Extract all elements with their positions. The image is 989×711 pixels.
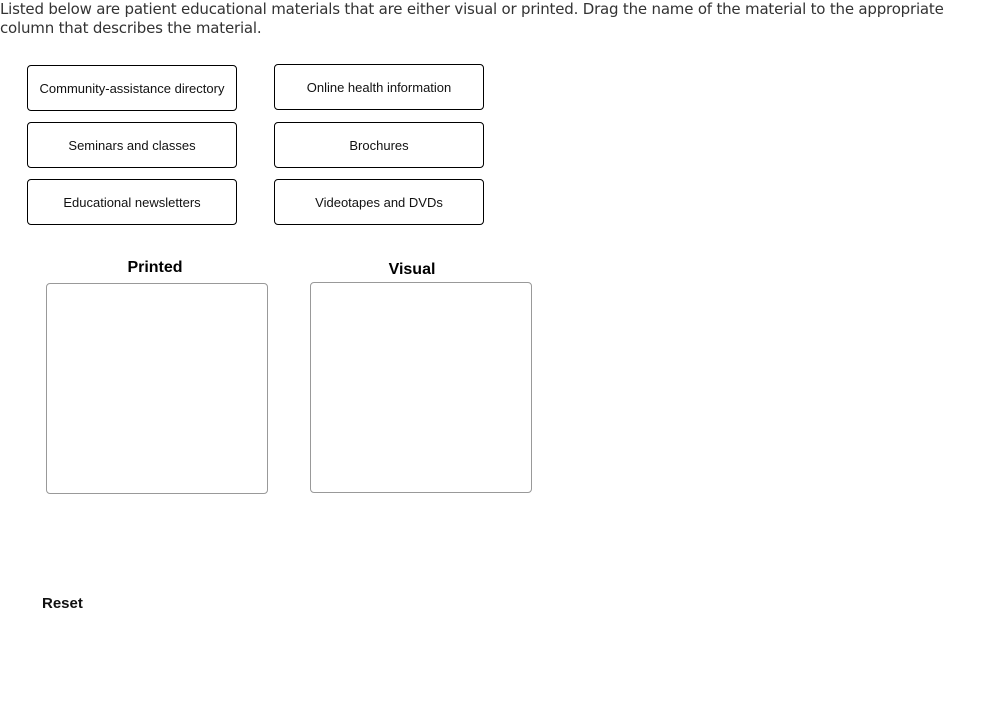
drag-item-online-health-information[interactable]: Online health information bbox=[274, 64, 484, 110]
drag-item-educational-newsletters[interactable]: Educational newsletters bbox=[27, 179, 237, 225]
reset-button[interactable]: Reset bbox=[42, 595, 83, 612]
drag-item-brochures[interactable]: Brochures bbox=[274, 122, 484, 168]
visual-column-label: Visual bbox=[388, 261, 436, 278]
drag-item-videotapes-and-dvds[interactable]: Videotapes and DVDs bbox=[274, 179, 484, 225]
drag-item-seminars-and-classes[interactable]: Seminars and classes bbox=[27, 122, 237, 168]
instructions-text: Listed below are patient educational materials that are either visual or printed. Drag the name of the material to the appropriate column that describes the material. bbox=[0, 0, 944, 37]
drag-item-community-assistance-directory[interactable]: Community-assistance directory bbox=[27, 65, 237, 111]
visual-dropzone[interactable] bbox=[310, 282, 532, 493]
printed-column-label: Printed bbox=[127, 259, 183, 276]
printed-dropzone[interactable] bbox=[46, 283, 268, 494]
